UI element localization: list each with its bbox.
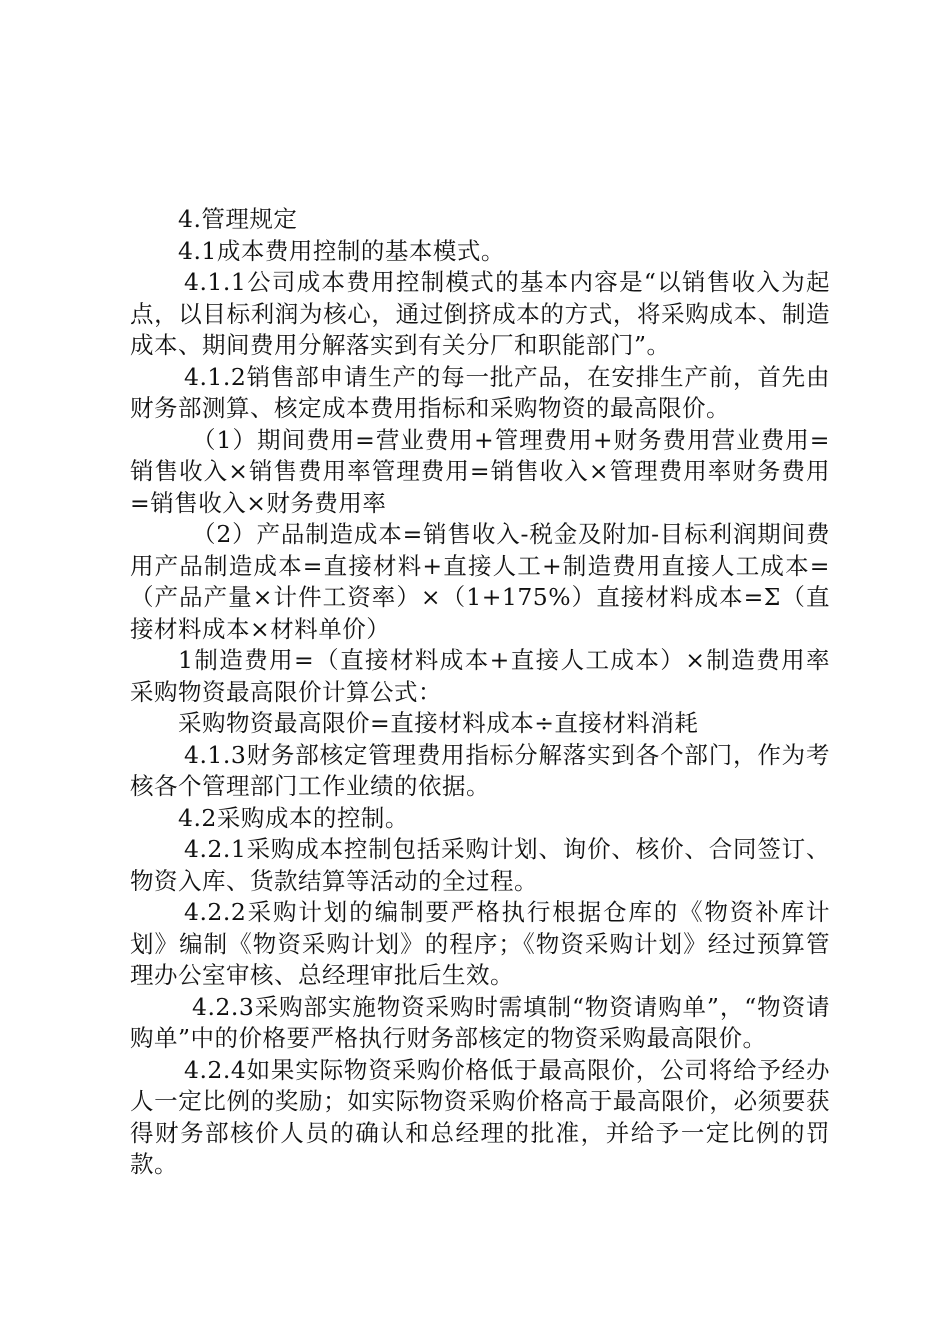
paragraph-4-2-1: 4.2.1采购成本控制包括采购计划、询价、核价、合同签订、物资入库、货款结算等活动的全过程。 <box>130 835 830 895</box>
section-heading: 4.管理规定 <box>178 205 298 233</box>
paragraph-4-1-3: 4.1.3财务部核定管理费用指标分解落实到各个部门，作为考核各个管理部门工作业绩的依据。 <box>130 740 830 800</box>
paragraph-4-2-3: 4.2.3采购部实施物资采购时需填制“物资请购单”，“物资请购单”中的价格要严格执行财务部核定的物资采购最高限价。 <box>130 992 830 1052</box>
subsection-heading: 4.1成本费用控制的基本模式。 <box>178 236 505 265</box>
paragraph-4-2-2: 4.2.2采购计划的编制要严格执行根据仓库的《物资补库计划》编制《物资采购计划》的程序；《物资采购计划》经过预算管理办公室审核、总经理审批后生效。 <box>130 898 830 989</box>
formula-manufacturing-expenses: 1制造费用=（直接材料成本+直接人工成本）×制造费用率采购物资最高限价计算公式： <box>130 646 830 706</box>
paragraph-4-2-4: 4.2.4如果实际物资采购价格低于最高限价，公司将给予经办人一定比例的奖励；如实际物资采购价格高于最高限价，必须要获得财务部核价人员的确认和总经理的批准，并给予一定比例的罚款。 <box>130 1055 830 1178</box>
paragraph-4-1-1: 4.1.1公司成本费用控制模式的基本内容是“以销售收入为起点，以目标利润为核心，通过倒挤成本的方式，将采购成本、制造成本、期间费用分解落实到有关分厂和职能部门”。 <box>130 268 830 359</box>
paragraph-4-1-2: 4.1.2销售部申请生产的每一批产品，在安排生产前，首先由财务部测算、核定成本费用指标和采购物资的最高限价。 <box>130 362 830 422</box>
document-body <box>130 204 830 1181</box>
subsection-heading-4-2: 4.2采购成本的控制。 <box>178 803 409 832</box>
formula-manufacturing-cost: （2）产品制造成本=销售收入-税金及附加-目标利润期间费用产品制造成本=直接材料+直接人工+制造费用直接人工成本=（产品产量×计件工资率）×（1+175%）直接材料成本=Σ（直接材料成本×材料单价） <box>130 520 830 643</box>
formula-max-price: 采购物资最高限价=直接材料成本÷直接材料消耗 <box>178 709 699 737</box>
formula-period-expenses: （1）期间费用=营业费用+管理费用+财务费用营业费用=销售收入×销售费用率管理费用=销售收入×管理费用率财务费用=销售收入×财务费用率 <box>130 425 830 517</box>
